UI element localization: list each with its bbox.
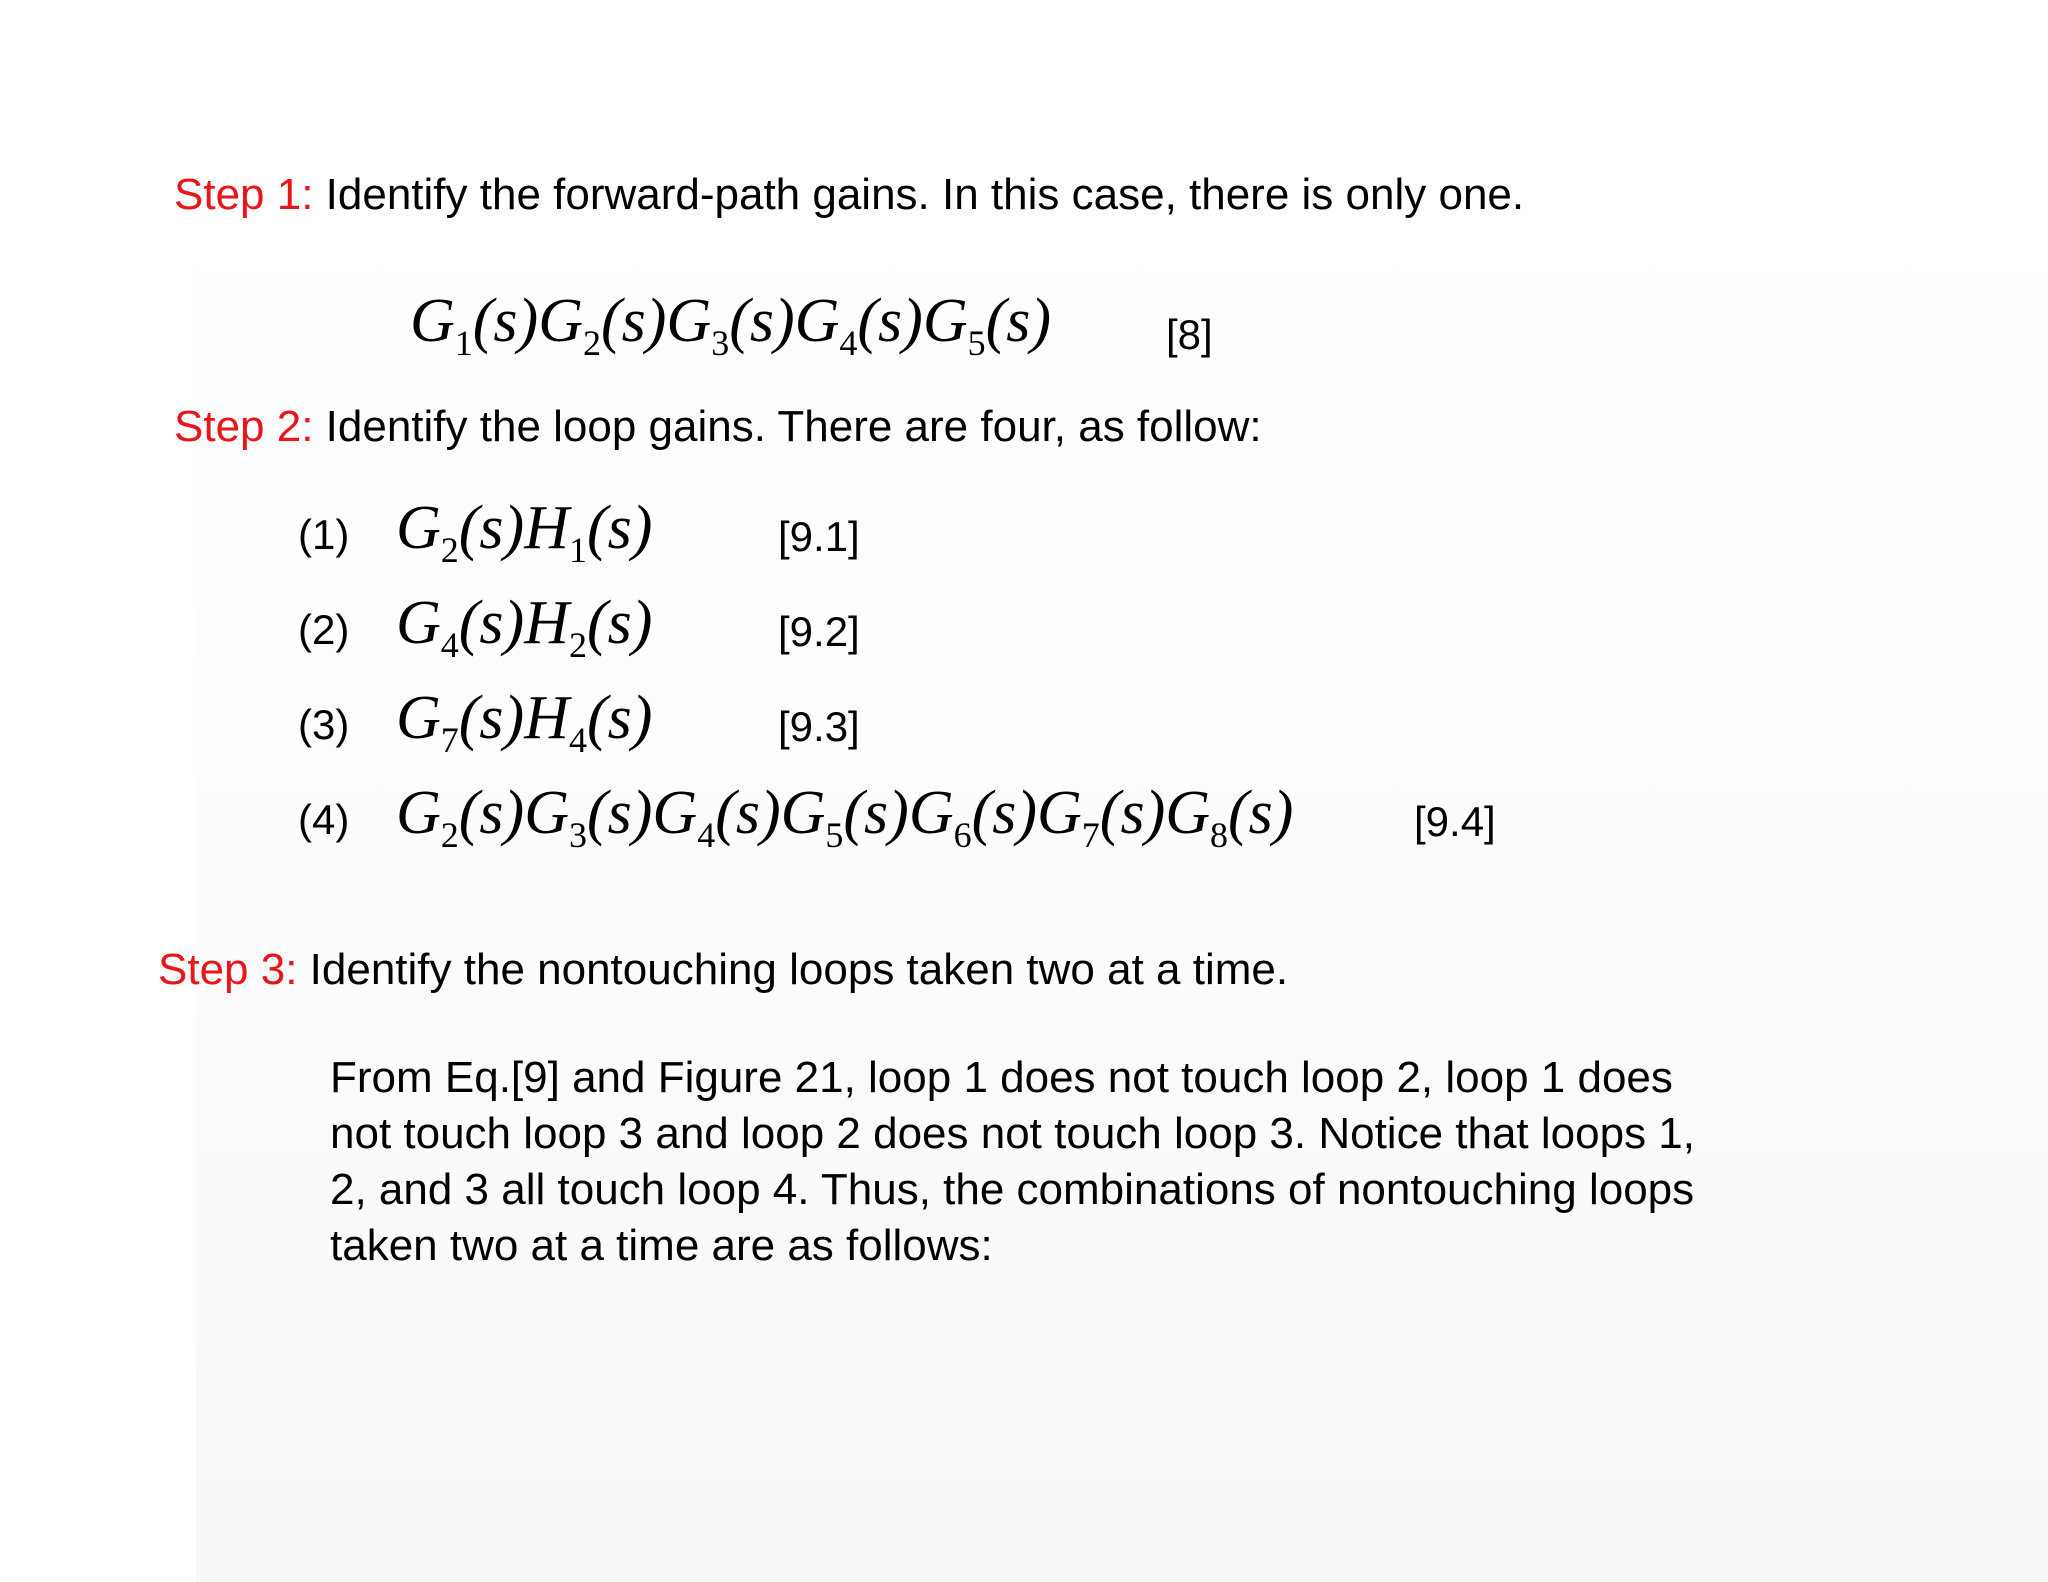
step-2-text: Identify the loop gains. There are four, as follow: — [313, 402, 1262, 451]
loop-gain-equation — [396, 683, 653, 760]
loop-ref: [9.4] — [1414, 798, 1496, 845]
factor-g4: $G_4(s)$ — [652, 779, 781, 855]
factor-h4: $H_4(s)$ — [524, 684, 653, 760]
loop-number: (1) — [298, 511, 350, 558]
factor-g5: $G_5(s)$ — [922, 287, 1052, 363]
step-2-label: Step 2: — [174, 402, 314, 451]
factor-g2: $G_2(s)$ — [396, 494, 525, 570]
step-3-text: Identify the nontouching loops taken two at a time. — [297, 945, 1289, 994]
paragraph-line: 2, and 3 all touch loop 4. Thus, the combinations of nontouching loops — [330, 1165, 1695, 1214]
paragraph-line: taken two at a time are as follows: — [330, 1221, 993, 1270]
loop-ref: [9.3] — [778, 703, 860, 750]
loop-number: (4) — [298, 796, 350, 843]
step-1-heading — [174, 168, 1524, 222]
loop-gain-equation — [396, 778, 1294, 855]
factor-g6: $G_6(s)$ — [908, 779, 1038, 855]
loop-gain-equation — [396, 493, 653, 570]
factor-g1: $G_1(s)$ — [410, 287, 539, 363]
page-background-shade — [196, 170, 2048, 1582]
factor-h2: $H_2(s)$ — [524, 589, 653, 665]
factor-g5: $G_5(s)$ — [780, 779, 909, 855]
step-2-heading — [174, 400, 1262, 454]
step-3-paragraph — [330, 1050, 1830, 1274]
factor-g4: $G_4(s)$ — [396, 589, 525, 665]
step-1-label: Step 1: — [174, 170, 314, 219]
loop-ref: [9.1] — [778, 513, 860, 560]
factor-g2: $G_2(s)$ — [396, 779, 525, 855]
factor-g3: $G_3(s)$ — [666, 287, 795, 363]
step-3-heading — [158, 943, 1288, 997]
paragraph-line: From Eq.[9] and Figure 21, loop 1 does not touch loop 2, loop 1 does — [330, 1053, 1673, 1102]
loop-gain-equation — [396, 588, 653, 665]
factor-g7: $G_7(s)$ — [1037, 779, 1166, 855]
factor-g7: $G_7(s)$ — [396, 684, 525, 760]
factor-g8: $G_8(s)$ — [1165, 779, 1294, 855]
factor-g2: $G_2(s)$ — [538, 287, 667, 363]
paragraph-line: not touch loop 3 and loop 2 does not touch loop 3. Notice that loops 1, — [330, 1109, 1695, 1158]
factor-h1: $H_1(s)$ — [524, 494, 653, 570]
forward-path-ref: [8] — [1166, 311, 1213, 358]
loop-ref: [9.2] — [778, 608, 860, 655]
forward-path-equation — [410, 286, 1052, 363]
factor-g3: $G_3(s)$ — [524, 779, 653, 855]
step-3-label: Step 3: — [158, 945, 298, 994]
factor-g4: $G_4(s)$ — [794, 287, 923, 363]
loop-number: (3) — [298, 701, 350, 748]
loop-number: (2) — [298, 606, 350, 653]
step-1-text: Identify the forward-path gains. In this case, there is only one. — [313, 170, 1525, 219]
